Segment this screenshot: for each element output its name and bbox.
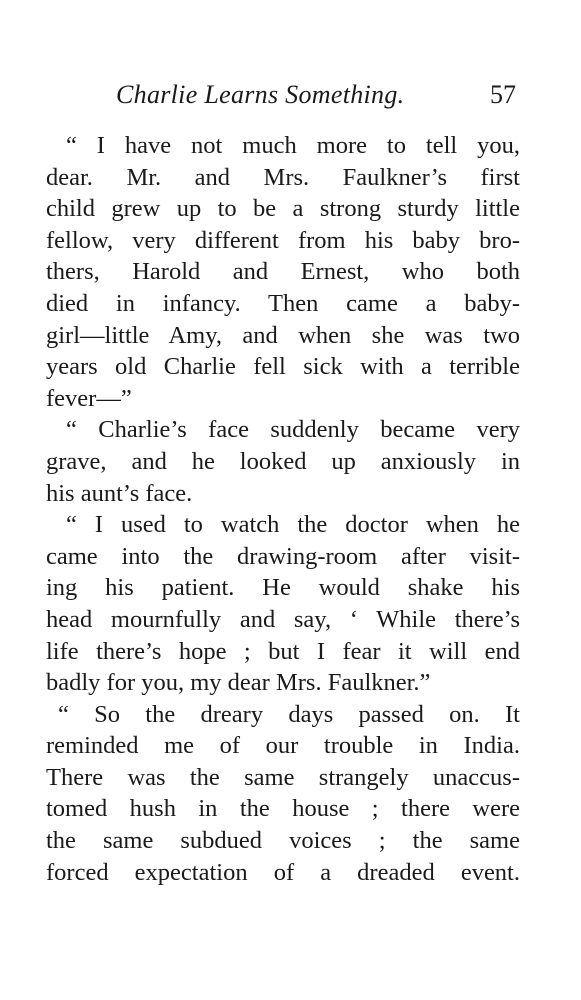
text-line: “ I used to watch the doctor when he: [66, 511, 520, 539]
text-line: came into the drawing-room after visit-: [46, 542, 520, 570]
text-line: died in infancy. Then came a baby-: [46, 289, 520, 317]
text-line: life there’s hope ; but I fear it will end: [46, 637, 520, 665]
text-line: his aunt’s face.: [46, 479, 193, 507]
text-line: “ Charlie’s face suddenly became very: [66, 416, 520, 444]
text-line: thers, Harold and Ernest, who both: [46, 258, 520, 286]
text-line: the same subdued voices ; the same: [46, 827, 520, 855]
body-text: [46, 130, 520, 888]
text-line: ing his patient. He would shake his: [46, 574, 520, 602]
text-line: badly for you, my dear Mrs. Faulkner.”: [46, 669, 431, 697]
running-title: Charlie Learns Something.: [116, 80, 405, 109]
text-line: dear. Mr. and Mrs. Faulkner’s first: [46, 163, 520, 191]
text-line: fellow, very different from his baby bro-: [46, 226, 520, 254]
text-line: “ I have not much more to tell you,: [66, 132, 520, 159]
running-head: [116, 80, 516, 114]
text-line: “ So the dreary days passed on. It: [58, 700, 520, 728]
text-line: head mournfully and say, ‘ While there’s: [46, 605, 520, 633]
text-line: child grew up to be a strong sturdy little: [46, 195, 520, 223]
text-line: years old Charlie fell sick with a terrible: [46, 353, 520, 381]
text-line: forced expectation of a dreaded event.: [46, 858, 520, 886]
text-line: There was the same strangely unaccus-: [46, 763, 520, 791]
text-line: girl—little Amy, and when she was two: [46, 321, 520, 349]
text-line: fever—”: [46, 384, 132, 412]
text-line: grave, and he looked up anxiously in: [46, 447, 520, 475]
text-line: reminded me of our trouble in India.: [46, 732, 520, 760]
text-line: tomed hush in the house ; there were: [46, 795, 520, 823]
page-number: 57: [490, 80, 516, 109]
